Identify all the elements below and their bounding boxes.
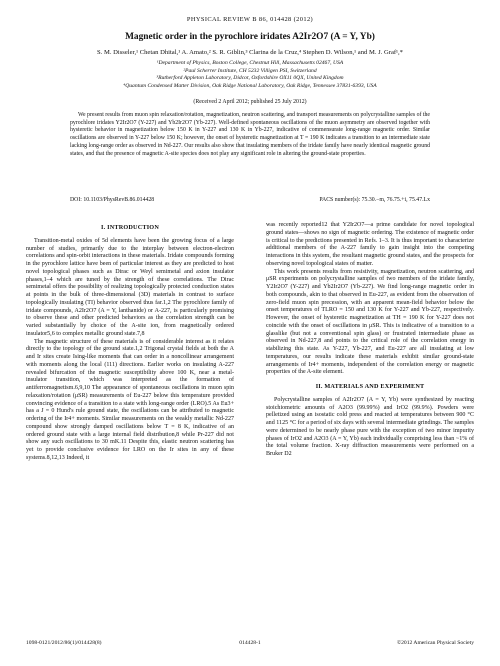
footer-page-number: 014428-1 <box>239 640 261 646</box>
received-date: (Received 2 April 2012; published 25 July 2012) <box>193 99 307 105</box>
paper-title: Magnetic order in the pyrochlore iridates A2Ir2O7 (A = Y, Yb) <box>125 32 375 42</box>
abstract: We present results from muon spin relaxation/rotation, magnetization, neutron scattering, and transport measurements on polycrystalline samples of the pyrochlore iridates Y2Ir2O7 (Y-227) and Yb2Ir2O7 (Yb-227). Well-defined spontaneous oscillations of the muon asymmetry are observed together with hysteretic behavior in magnetization below 150 K in Y-227 and 130 K in Yb-227, indicative of commensurate long-range magnetic order. Similar oscillations are observed in Y-227 below 150 K; however, the onset of hysteretic magnetization at T = 190 K indicates a transition to an intermediate state lacking long-range order as observed in Nd-227. Our results also show that insulating members of the iridate family have nearly identical magnetic ground states, and that the presence of magnetic A-site species does not play any significant role in altering the ground-state properties. <box>70 112 430 157</box>
affiliation-list <box>30 60 470 90</box>
body-paragraph: The magnetic structure of these materials is of considerable interest as it relates directly to the topology of the ground state.1,2 Trigonal crystal fields at both the A and Ir sites create Ising-like moments that can order in a noncollinear arrangement with moments along the local (111) directions. Earlier works on insulating A-227 revealed bifurcation of the magnetic susceptibility above 100 K, near a metal-insulator transition, which was interpreted as the formation of antiferromagnetism.6,9,10 The appearance of spontaneous oscillations in muon spin relaxation/rotation (μSR) measurements of Eu-227 below this temperature provided convincing evidence of a transition to a state with long-range order (LRO).5 As Eu3+ has a J = 0 Hund's rule ground state, the oscillations can be attributed to magnetic ordering of the Ir4+ moments. Similar measurements on the weakly metallic Nd-227 compound show strongly damped oscillations below T = 8 K, indicative of an ordered ground state with a large internal field distribution,8 while Pr-227 did not show any such oscillations to 30 mK.11 Despite this, elastic neutron scattering has yet to provide conclusive evidence for LRO on the Ir sites in any of these systems.8,12,13 Indeed, it <box>26 338 234 461</box>
footer-issn: 1098-0121/2012/86(1)/014428(8) <box>26 640 102 646</box>
section-heading-methods: II. MATERIALS AND EXPERIMENT <box>315 383 425 390</box>
body-paragraph: was recently reported12 that Y2Ir2O7—a prime candidate for novel topological ground states—shows no sign of magnetic ordering. The existence of magnetic order is critical to the predictions presented in Refs. 1–3. It is thus important to characterize additional members of the A-227 family to gain insight into the competing interactions in this system, the resultant magnetic ground states, and the prospects for observing novel topological states of matter. <box>266 222 474 267</box>
left-column <box>26 222 234 463</box>
section-heading-introduction: I. INTRODUCTION <box>100 224 159 231</box>
body-paragraph: Polycrystalline samples of A2Ir2O7 (A = Y, Yb) were synthesized by reacting stoichiometric amounts of A2O3 (99.99%) and IrO2 (99.9%). Powders were pelletized using an isostatic cold press and reacted at temperatures between 900 °C and 1125 °C for a period of six days with several intermediate grindings. The samples were determined to be nearly phase pure with the exception of two minor impurity phases of IrO2 and A2O3 (A = Y, Yb) each individually comprising less than ~1% of the total volume fraction. X-ray diffraction measurements were performed on a Bruker D2 <box>266 396 474 457</box>
pacs-numbers: PACS number(s): 75.30.−m, 76.75.+i, 75.47.Lx <box>319 197 430 203</box>
affiliation-3: ³Rutherford Appleton Laboratory, Didcot, Oxfordshire OX11 0QX, United Kingdom <box>156 75 344 82</box>
affiliation-1: ¹Department of Physics, Boston College, Chestnut Hill, Massachusetts 02467, USA <box>156 60 344 66</box>
right-column <box>266 222 474 459</box>
affiliation-2: ²Paul Scherrer Institute, CH 5232 Villigen PSI, Switzerland <box>183 67 317 74</box>
author-list: S. M. Disseler,¹ Chetan Dhital,¹ A. Amato,² S. R. Giblin,³ Clarina de la Cruz,⁴ Stephen D. Wilson,¹ and M. J. Graf¹,* <box>97 49 403 56</box>
body-paragraph: This work presents results from resistivity, magnetization, neutron scattering, and μSR experiments on polycrystalline samples of two members of the iridate family, Y2Ir2O7 (Y-227) and Yb2Ir2O7 (Yb-227). We find long-range magnetic order in both compounds, akin to that observed in Eu-227, as evident from the observation of zero-field muon spin precession, with an apparent mean-field behavior below the onset temperatures of TLRO = 150 and 130 K for Y-227 and Yb-227, respectively. However, the onset of hysteretic magnetization at TH = 190 K for Y-227 does not coincide with the onset of oscillations in μSR. This is indicative of a transition to a glasslike (but not a conventional spin glass) or frustrated intermediate phase as observed in Nd-227,8 and points to the critical role of the correlation energy in stabilizing this state. As Y-227, Yb-227, and Eu-227 are all insulating at low temperatures, our results indicate these materials exhibit similar ground-state arrangements of Ir4+ moments, independent of the correlation energy or magnetic properties of the A-site element. <box>266 268 474 376</box>
body-paragraph: Transition-metal oxides of 5d elements have been the growing focus of a large number of studies, primarily due to the interplay between electron-electron correlations and spin-orbit interactions in these materials. Iridate compounds forming in the pyrochlore lattice have been of particular interest as they are predicted to host novel topological phases such as Dirac or Weyl semimetal and axion insulator phases,1–4 which are tuned by the strength of these correlations. The Dirac semimetal offers the possibility of realizing topologically protected conduction states at points in the bulk of three-dimensional (3D) materials in contrast to surface topologically insulating (TI) behavior observed thus far.1,2 The pyrochlore family of iridate compounds, A2Ir2O7 (A = Y, lanthanide) or A-227, is particularly promising to observe these and other predicted behaviors as the correlation strength can be varied substantially by choice of the A-site ion, from magnetically ordered insulator5,6 to complex metallic ground state.7,8 <box>26 237 234 337</box>
journal-header: PHYSICAL REVIEW B 86, 014428 (2012) <box>186 16 314 23</box>
affiliation-4: ⁴Quantum Condensed Matter Division, Oak Ridge National Laboratory, Oak Ridge, Tennessee 37831-6393, USA <box>123 82 377 89</box>
footer-copyright: ©2012 American Physical Society <box>396 640 474 646</box>
doi-link[interactable]: DOI: 10.1103/PhysRevB.86.014428 <box>70 197 155 203</box>
